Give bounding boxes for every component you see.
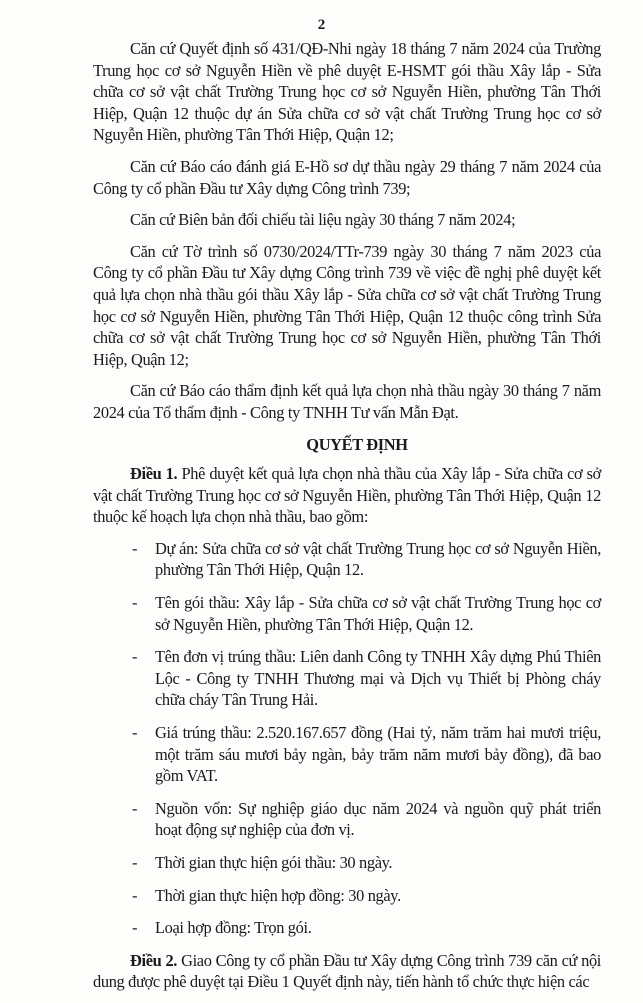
list-item-text: Tên đơn vị trúng thầu: Liên danh Công ty TNHH Xây dựng Phú Thiên Lộc - Công ty TNHH Thương mại và Dịch vụ Thiết bị Phòng cháy chữa cháy Tân Trung Hải.	[155, 647, 601, 710]
document-body	[93, 38, 601, 1003]
dash-bullet: -	[132, 593, 138, 613]
article-2-text: Giao Công ty cổ phần Đầu tư Xây dựng Công trình 739 căn cứ nội dung được phê duyệt tại Điều 1 Quyết định này, tiến hành tổ chức thực hiện các	[93, 950, 601, 992]
list-item	[93, 538, 601, 581]
list-item	[93, 885, 601, 907]
dash-bullet: -	[132, 723, 138, 743]
dash-bullet: -	[132, 918, 138, 938]
article-1-list	[93, 538, 601, 939]
list-item-text: Nguồn vốn: Sự nghiệp giáo dục năm 2024 và nguồn quỹ phát triển hoạt động sự nghiệp của đơn vị.	[155, 798, 601, 840]
article-1	[93, 463, 601, 528]
list-item	[93, 917, 601, 939]
dash-bullet: -	[132, 885, 138, 905]
article-2	[93, 950, 601, 993]
section-title: QUYẾT ĐỊNH	[306, 434, 408, 454]
dash-bullet: -	[132, 647, 138, 667]
preamble-paragraph: Căn cứ Quyết định số 431/QĐ-Nhi ngày 18 tháng 7 năm 2024 của Trường Trung học cơ sở Nguyễn Hiền về phê duyệt E-HSMT gói thầu Xây lắp - Sửa chữa cơ sở vật chất Trường Trung học cơ sở Nguyễn Hiền, phường Tân Thới Hiệp, Quận 12 thuộc dự án Sửa chữa cơ sở vật chất Trường Trung học cơ sở Nguyễn Hiền, phường Tân Thới Hiệp, Quận 12;	[93, 39, 601, 145]
list-item-text: Dự án: Sửa chữa cơ sở vật chất Trường Trung học cơ sở Nguyễn Hiền, phường Tân Thới Hiệp, Quận 12.	[155, 538, 601, 580]
list-item	[93, 798, 601, 841]
page-number: 2	[317, 17, 326, 33]
article-1-label: Điều 1.	[130, 464, 178, 484]
preamble-paragraph: Căn cứ Tờ trình số 0730/2024/TTr-739 ngày 30 tháng 7 năm 2023 của Công ty cổ phần Đầu tư Xây dựng Công trình 739 về việc đề nghị phê duyệt kết quả lựa chọn nhà thầu gói thầu Xây lắp - Sửa chữa cơ sở vật chất Trường Trung học cơ sở Nguyễn Hiền, phường Tân Thới Hiệp, Quận 12 thuộc công trình Sửa chữa cơ sở vật chất Trường Trung học cơ sở Nguyễn Hiền, phường Tân Thới Hiệp, Quận 12;	[93, 241, 601, 369]
list-item	[93, 592, 601, 635]
list-item-text: Giá trúng thầu: 2.520.167.657 đồng (Hai tỷ, năm trăm hai mươi triệu, một trăm sáu mươi bảy ngàn, bảy trăm năm mươi bảy đồng), đã bao gồm VAT.	[155, 723, 601, 786]
list-item	[93, 646, 601, 711]
dash-bullet: -	[132, 853, 138, 872]
preamble-paragraph: Căn cứ Báo cáo thẩm định kết quả lựa chọn nhà thầu ngày 30 tháng 7 năm 2024 của Tổ thẩm định - Công ty TNHH Tư vấn Mẫn Đạt.	[93, 381, 601, 422]
list-item-text: Tên gói thầu: Xây lắp - Sửa chữa cơ sở vật chất Trường Trung học cơ sở Nguyễn Hiền, phường Tân Thới Hiệp, Quận 12.	[155, 593, 601, 634]
list-item	[93, 852, 601, 874]
dash-bullet: -	[132, 538, 138, 558]
article-1-text: Phê duyệt kết quả lựa chọn nhà thầu của Xây lắp - Sửa chữa cơ sở vật chất Trường Trung học cơ sở Nguyễn Hiền, phường Tân Thới Hiệp, Quận 12 thuộc kế hoạch lựa chọn nhà thầu, bao gồm:	[93, 464, 601, 527]
list-item-text: Thời gian thực hiện gói thầu: 30 ngày.	[155, 853, 393, 872]
list-item	[93, 722, 601, 787]
preamble-paragraph: Căn cứ Biên bản đối chiếu tài liệu ngày 30 tháng 7 năm 2024;	[130, 210, 516, 230]
list-item-text: Loại hợp đồng: Trọn gói.	[155, 918, 312, 938]
preamble-paragraph: Căn cứ Báo cáo đánh giá E-Hồ sơ dự thầu ngày 29 tháng 7 năm 2024 của Công ty cổ phần Đầu tư Xây dựng Công trình 739;	[93, 156, 601, 198]
dash-bullet: -	[132, 798, 138, 818]
list-item-text: Thời gian thực hiện hợp đồng: 30 ngày.	[155, 885, 401, 905]
article-2-label: Điều 2.	[130, 950, 178, 970]
